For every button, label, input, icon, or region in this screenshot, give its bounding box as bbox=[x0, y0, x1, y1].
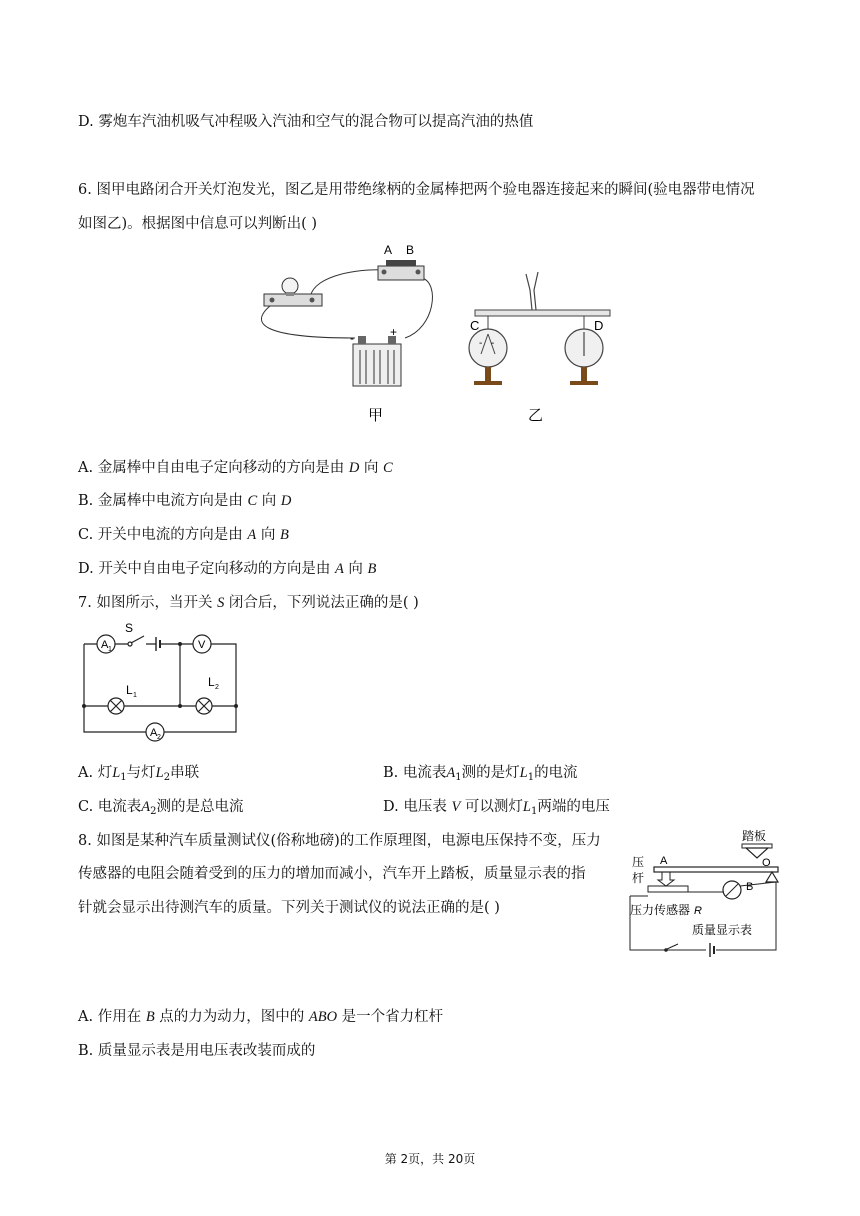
q8-option-a: A. 作用在 B 点的力为动力，图中的 ABO 是一个省力杠杆 bbox=[78, 1009, 444, 1025]
switch-label-a: A bbox=[384, 243, 393, 257]
sensor-r-label: R bbox=[694, 905, 702, 917]
lever-icon bbox=[654, 867, 778, 872]
pedal-label: 踏板 bbox=[742, 829, 767, 843]
q7-option-c: C. 电流表$A_2$测的是总电流 bbox=[78, 799, 244, 817]
switch-s-label: S bbox=[125, 621, 134, 635]
a2-label: A bbox=[150, 727, 158, 739]
q6-option-b: B. 金属棒中电流方向是由 C 向 D bbox=[78, 493, 292, 509]
battery-minus: - bbox=[350, 331, 354, 345]
electroscope-d: D bbox=[594, 318, 604, 333]
sensor-label: 压力传感器 bbox=[630, 903, 691, 917]
point-o-label: O bbox=[762, 857, 771, 869]
l1-label: L bbox=[126, 683, 133, 697]
q6-stem-line2: 如图乙)。根据图中信息可以判断出( ) bbox=[78, 216, 318, 232]
switch-label-b: B bbox=[406, 243, 415, 257]
q8-weighbridge-figure bbox=[626, 826, 786, 960]
electroscope-pair-icon bbox=[469, 272, 610, 385]
q8-stem-line1: 8. 如图是某种汽车质量测试仪(俗称地磅)的工作原理图，电源电压保持不变，压力 bbox=[78, 833, 601, 849]
svg-text:-: - bbox=[479, 338, 483, 349]
q8-stem-line3: 针就会显示出待测汽车的质量。下列关于测试仪的说法正确的是( ) bbox=[78, 900, 500, 916]
q6-figure bbox=[250, 238, 620, 428]
q8-option-b: B. 质量显示表是用电压表改装而成的 bbox=[78, 1043, 316, 1059]
battery-icon bbox=[353, 336, 401, 386]
lever-label-2: 杆 bbox=[632, 871, 645, 885]
page-footer: 第 2页，共 20页 bbox=[384, 1152, 476, 1166]
electroscope-c: C bbox=[470, 318, 480, 333]
caption-jia: 甲 bbox=[368, 407, 384, 424]
q6-option-a: A. 金属棒中自由电子定向移动的方向是由 D 向 C bbox=[78, 460, 393, 476]
a1-label: A bbox=[101, 639, 109, 651]
a2-sub: 2 bbox=[157, 734, 161, 741]
meter-label: 质量显示表 bbox=[692, 923, 753, 937]
battery-plus: + bbox=[390, 325, 398, 339]
caption-yi: 乙 bbox=[528, 407, 544, 424]
q5-option-d: D. 雾炮车汽油机吸气冲程吸入汽油和空气的混合物可以提高汽油的热值 bbox=[78, 114, 534, 130]
q7-option-a: A. 灯$L_1$与灯$L_2$串联 bbox=[78, 765, 200, 783]
point-a-label: A bbox=[660, 855, 668, 867]
bulb-board-icon bbox=[264, 278, 322, 306]
switch-icon bbox=[378, 260, 424, 280]
q6-option-c: C. 开关中电流的方向是由 A 向 B bbox=[78, 527, 289, 543]
q7-option-d: D. 电压表 V 可以测灯$L_1$两端的电压 bbox=[383, 799, 610, 817]
lever-label-1: 压 bbox=[632, 855, 645, 869]
l2-sub: 2 bbox=[215, 684, 219, 691]
q8-stem-line2: 传感器的电阻会随着受到的压力的增加而减小，汽车开上踏板，质量显示表的指 bbox=[78, 866, 586, 882]
q7-stem: 7. 如图所示，当开关 S 闭合后，下列说法正确的是( ) bbox=[78, 595, 419, 611]
v-label: V bbox=[198, 639, 206, 651]
q7-circuit-figure bbox=[76, 620, 246, 750]
point-b-label: B bbox=[746, 881, 754, 893]
svg-text:-: - bbox=[491, 338, 495, 349]
q7-option-b: B. 电流表$A_1$测的是灯$L_1$的电流 bbox=[383, 765, 578, 783]
q6-option-d: D. 开关中自由电子定向移动的方向是由 A 向 B bbox=[78, 561, 377, 577]
q6-stem-line1: 6. 图甲电路闭合开关灯泡发光，图乙是用带绝缘柄的金属棒把两个验电器连接起来的瞬间(验电器带电情况 bbox=[78, 182, 755, 198]
l2-label: L bbox=[208, 675, 215, 689]
l1-sub: 1 bbox=[133, 692, 137, 699]
a1-sub: 1 bbox=[108, 646, 112, 653]
